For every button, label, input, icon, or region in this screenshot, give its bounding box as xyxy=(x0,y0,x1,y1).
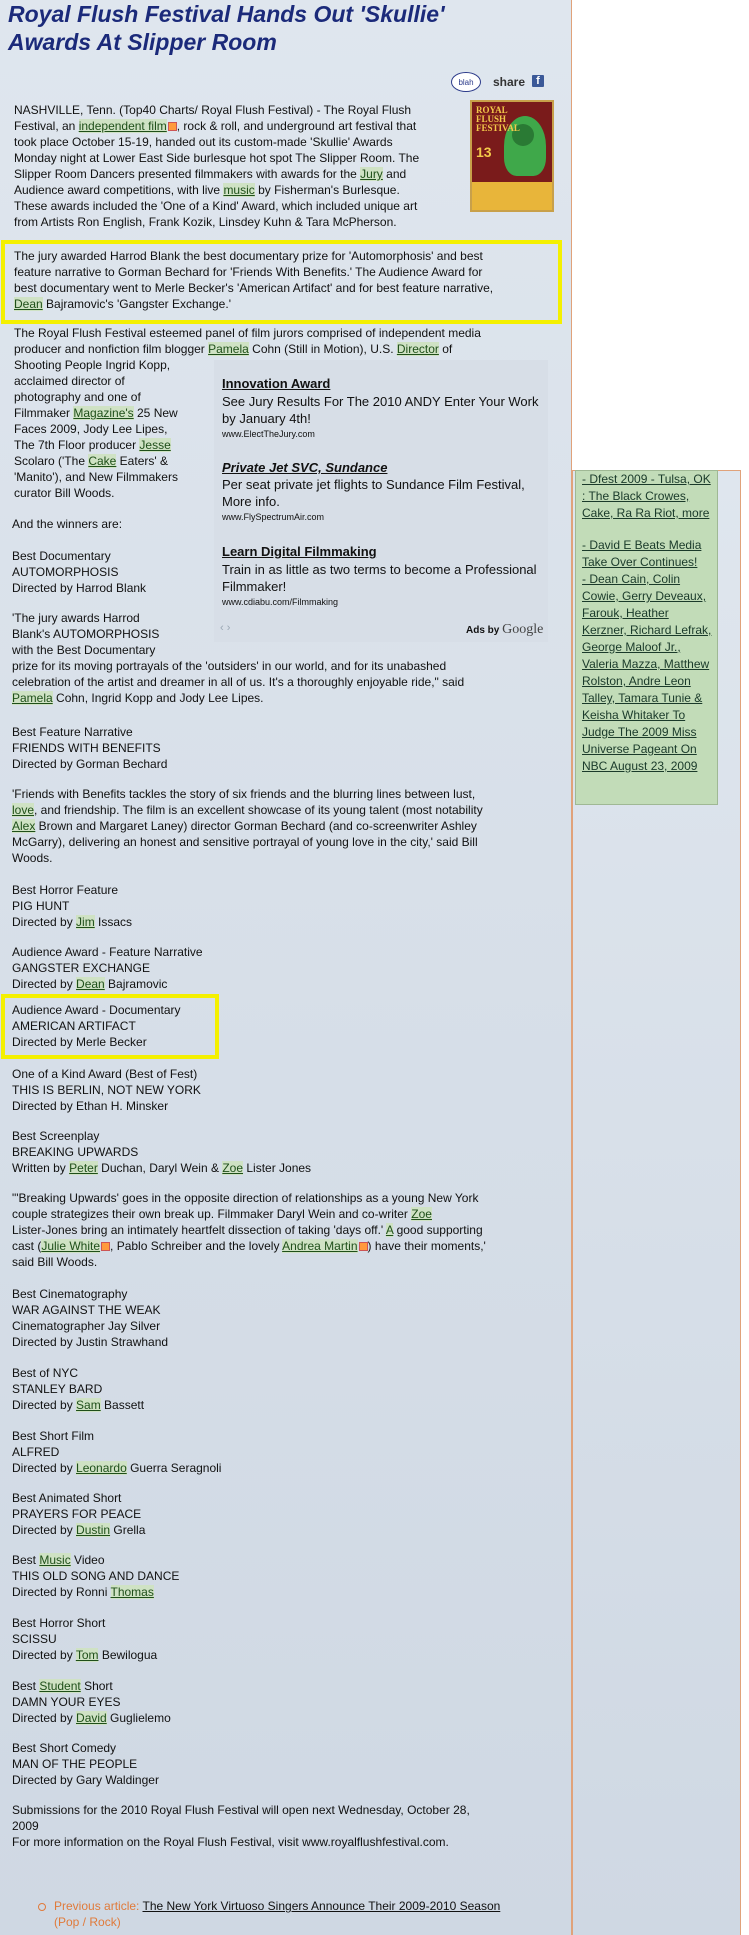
text-line: producer and nonfiction film blogger Pamela Cohn (Still in Motion), U.S. Director of xyxy=(14,342,453,356)
intro-paragraph xyxy=(14,102,419,230)
text-line: Best Animated Short xyxy=(12,1491,122,1505)
text-line: Audience award competitions, with live music by Fisherman's Burlesque. xyxy=(14,183,400,197)
inline-link[interactable]: Andrea Martin xyxy=(282,1239,358,1253)
text-line: acclaimed director of xyxy=(14,374,125,388)
best-animated-short xyxy=(12,1490,145,1538)
text-line: WAR AGAINST THE WEAK xyxy=(12,1303,161,1317)
text-line: AUTOMORPHOSIS xyxy=(12,565,119,579)
text-line: Best Documentary xyxy=(12,549,111,563)
text-line: 'Friends with Benefits tackles the story of six friends and the blurring lines between lust, xyxy=(12,787,476,801)
sidebar-item-david-e[interactable] xyxy=(582,537,716,571)
text-line: celebration of the artist and dreamer in all of us. It's a thoroughly enjoyable ride," said xyxy=(12,675,465,689)
google-ads-box xyxy=(214,360,548,642)
poster-title: ROYAL FLUSH FESTIVAL xyxy=(476,105,520,133)
text-line: PIG HUNT xyxy=(12,899,70,913)
inline-link[interactable]: Leonardo xyxy=(76,1461,127,1475)
inline-link[interactable]: Dean xyxy=(76,977,105,991)
inline-link[interactable]: Magazine's xyxy=(73,406,134,420)
inline-link[interactable]: Student xyxy=(39,1679,81,1693)
google-logo: Google xyxy=(502,622,544,637)
text-line: These awards included the 'One of a Kind' Award, which included unique art xyxy=(14,199,418,213)
text-line: Lister-Jones bring an intimately heartfelt dissection of taking 'days off.' A good supporting xyxy=(12,1223,483,1237)
text-line: Directed by Harrod Blank xyxy=(12,581,147,595)
text-line: Alex Brown and Margaret Laney) director Gorman Bechard (and co-screenwriter Ashley xyxy=(12,819,477,833)
ads-by-google[interactable] xyxy=(466,622,543,638)
best-horror-feature xyxy=(12,882,132,930)
text-line: FRIENDS WITH BENEFITS xyxy=(12,741,161,755)
best-documentary xyxy=(12,548,146,596)
text-line: ALFRED xyxy=(12,1445,60,1459)
text-line: Directed by Dustin Grella xyxy=(12,1523,146,1537)
sidebar-item-miss-universe-link[interactable]: - Dean Cain, Colin Cowie, Gerry Deveaux, Farouk, Heather Kerzner, Richard Lefrak, George Maloof Jr., Valeria Mazza, Matthew Rolston, Andre Leon Talley, Tamara Tunie & Keisha Whitaker To Judge The 2009 Miss Universe Pageant On NBC August 23, 2009 xyxy=(582,572,712,773)
best-music-video xyxy=(12,1552,179,1600)
text-line: One of a Kind Award (Best of Fest) xyxy=(12,1067,198,1081)
text-line: 'Manito'), and New Filmmakers xyxy=(14,470,178,484)
audience-documentary xyxy=(12,1002,181,1050)
ad-text-1: See Jury Results For The 2010 ANDY Enter Your Work by January 4th! xyxy=(222,394,539,426)
text-line: prize for its moving portrayals of the 'outsiders' in our world, and for its unabashed xyxy=(12,659,447,673)
text-line: NASHVILLE, Tenn. (Top40 Charts/ Royal Flush Festival) - The Royal Flush xyxy=(14,103,412,117)
inline-link[interactable]: Jim xyxy=(76,915,95,929)
poster-number: 13 xyxy=(476,144,492,160)
sidebar-item-david-e-link[interactable]: - David E Beats Media Take Over Continues! xyxy=(582,538,702,569)
inline-link[interactable]: David xyxy=(76,1711,107,1725)
ad-nav-arrows[interactable]: ‹ › xyxy=(220,622,231,634)
text-line: Directed by Ronni Thomas xyxy=(12,1585,154,1599)
ad-url-2[interactable]: www.FlySpectrumAir.com xyxy=(222,512,325,522)
best-horror-short xyxy=(12,1615,157,1663)
festival-poster-image xyxy=(470,100,554,212)
text-line: Dean Bajramovic's 'Gangster Exchange.' xyxy=(14,297,231,311)
inline-link[interactable]: Pamela xyxy=(12,691,53,705)
ad-title-2[interactable]: Private Jet SVC, Sundance xyxy=(222,460,388,475)
inline-link[interactable]: Pamela xyxy=(208,342,249,356)
text-line: 'The jury awards Harrod xyxy=(12,611,140,625)
text-line: from Artists Ron English, Frank Kozik, Linsdey Kuhn & Tara McPherson. xyxy=(14,215,397,229)
inline-link[interactable]: Dustin xyxy=(76,1523,111,1537)
text-line: Directed by Jim Issacs xyxy=(12,915,133,929)
inline-link[interactable]: Zoe xyxy=(222,1161,244,1175)
text-line: Directed by Dean Bajramovic xyxy=(12,977,168,991)
quote-breaking-upwards xyxy=(12,1190,486,1270)
text-line: MAN OF THE PEOPLE xyxy=(12,1757,138,1771)
inline-link[interactable]: Cake xyxy=(88,454,117,468)
quote-friends-with-benefits xyxy=(12,786,483,866)
text-line: Directed by Ethan H. Minsker xyxy=(12,1099,169,1113)
text-line: Directed by Merle Becker xyxy=(12,1035,147,1049)
text-line: THIS OLD SONG AND DANCE xyxy=(12,1569,180,1583)
text-line: McGarry), delivering an honest and sensitive portrayal of young love in the city,' said Bill xyxy=(12,835,478,849)
popup-icon[interactable] xyxy=(168,122,177,131)
best-short-comedy xyxy=(12,1740,159,1788)
best-student-short xyxy=(12,1678,171,1726)
text-line: 2009 xyxy=(12,1819,39,1833)
text-line: Filmmaker Magazine's 25 New xyxy=(14,406,178,420)
ad-url-1[interactable]: www.ElectTheJury.com xyxy=(222,429,315,439)
text-line: Directed by Gary Waldinger xyxy=(12,1773,159,1787)
text-line: Best Feature Narrative xyxy=(12,725,133,739)
text-line: Directed by Justin Strawhand xyxy=(12,1335,169,1349)
text-line: SCISSU xyxy=(12,1632,57,1646)
previous-article-link[interactable]: The New York Virtuoso Singers Announce Their 2009-2010 Season xyxy=(142,1899,501,1913)
bullet-icon xyxy=(38,1903,46,1911)
text-line: The Royal Flush Festival esteemed panel of film jurors comprised of independent media xyxy=(14,326,481,340)
text-line: "'Breaking Upwards' goes in the opposite direction of relationships as a young New York xyxy=(12,1191,479,1205)
text-line: Faces 2009, Jody Lee Lipes, xyxy=(14,422,168,436)
text-line: Submissions for the 2010 Royal Flush Festival will open next Wednesday, October 28, xyxy=(12,1803,470,1817)
text-line: best documentary went to Merle Becker's 'American Artifact' and for best feature narrative, xyxy=(14,281,494,295)
text-line: Best of NYC xyxy=(12,1366,79,1380)
text-line: curator Bill Woods. xyxy=(14,486,115,500)
text-line: said Bill Woods. xyxy=(12,1255,98,1269)
text-line: THIS IS BERLIN, NOT NEW YORK xyxy=(12,1083,201,1097)
inline-link[interactable]: Tom xyxy=(75,1648,99,1662)
audience-feature-narrative xyxy=(12,944,203,992)
winners-intro: And the winners are: xyxy=(12,517,123,531)
jury-paragraph xyxy=(14,248,493,312)
inline-link[interactable]: Dean xyxy=(14,297,43,311)
ad-text-2: Per seat private jet flights to Sundance Film Festival, More info. xyxy=(222,477,525,509)
best-cinematography xyxy=(12,1286,168,1350)
text-line: Best Student Short xyxy=(12,1679,113,1693)
text-line: STANLEY BARD xyxy=(12,1382,103,1396)
text-line: with the Best Documentary xyxy=(12,643,156,657)
text-line: couple strategizes their own break up. Filmmaker Daryl Wein and co-writer Zoe xyxy=(12,1207,432,1221)
inline-link[interactable]: music xyxy=(223,183,255,197)
text-line: Monday night at Lower East Side burlesque hot spot The Slipper Room. The xyxy=(14,151,420,165)
text-line: Best Music Video xyxy=(12,1553,105,1567)
comment-bubble-icon[interactable]: blah xyxy=(451,72,481,92)
quote-automorphosis xyxy=(12,610,464,706)
text-line: The 7th Floor producer Jesse xyxy=(14,438,171,452)
text-line: BREAKING UPWARDS xyxy=(12,1145,139,1159)
article-title: Royal Flush Festival Hands Out 'Skullie' Awards At Slipper Room xyxy=(8,1,445,55)
inline-link[interactable]: Jury xyxy=(360,167,383,181)
text-line: Pamela Cohn, Ingrid Kopp and Jody Lee Lipes. xyxy=(12,691,264,705)
ad-title-1[interactable]: Innovation Award xyxy=(222,376,331,391)
text-line: Directed by Gorman Bechard xyxy=(12,757,168,771)
sidebar-item-dfest-link[interactable]: - Dfest 2009 - Tulsa, OK : The Black Crowes, Cake, Ra Ra Riot, more xyxy=(582,472,711,520)
inline-link[interactable]: Music xyxy=(39,1553,71,1567)
ad-text-3: Train in as little as two terms to become a Professional Filmmaker! xyxy=(222,562,537,594)
text-line: Audience Award - Feature Narrative xyxy=(12,945,203,959)
best-screenplay xyxy=(12,1128,311,1176)
ads-by-label: Ads by xyxy=(466,625,500,636)
popup-icon[interactable] xyxy=(101,1242,110,1251)
text-line: Cinematographer Jay Silver xyxy=(12,1319,161,1333)
inline-link[interactable]: Thomas xyxy=(110,1585,154,1599)
text-line: DAMN YOUR EYES xyxy=(12,1695,121,1709)
text-line: Best Horror Short xyxy=(12,1616,106,1630)
share-label[interactable]: share xyxy=(493,75,526,89)
text-line: feature narrative to Gorman Bechard for 'Friends With Benefits.' The Audience Award for xyxy=(14,265,483,279)
inline-link[interactable]: A xyxy=(385,1223,394,1237)
text-line: took place October 15-19, handed out its custom-made 'Skullie' Awards xyxy=(14,135,393,149)
inline-link[interactable]: Jesse xyxy=(139,438,171,452)
submissions-paragraph xyxy=(12,1802,470,1850)
one-of-a-kind-award xyxy=(12,1066,201,1114)
previous-article xyxy=(38,1898,500,1930)
text-line: Shooting People Ingrid Kopp, xyxy=(14,358,171,372)
inline-link[interactable]: independent film xyxy=(78,119,167,133)
previous-article-label: Previous article: xyxy=(54,1899,140,1913)
text-line: The jury awarded Harrod Blank the best documentary prize for 'Automorphosis' and best xyxy=(14,249,483,263)
text-line: Directed by Leonardo Guerra Seragnoli xyxy=(12,1461,222,1475)
best-short-film xyxy=(12,1428,221,1476)
text-line: Best Cinematography xyxy=(12,1287,128,1301)
best-of-nyc xyxy=(12,1365,144,1413)
text-line: Scolaro ('The Cake Eaters' & xyxy=(14,454,168,468)
text-line: Best Short Comedy xyxy=(12,1741,117,1755)
text-line: Blank's AUTOMORPHOSIS xyxy=(12,627,160,641)
poster-band xyxy=(472,182,552,210)
text-line: GANGSTER EXCHANGE xyxy=(12,961,151,975)
inline-link[interactable]: Director xyxy=(396,342,439,356)
sidebar-item-miss-universe[interactable] xyxy=(582,571,716,775)
text-line: PRAYERS FOR PEACE xyxy=(12,1507,142,1521)
related-articles-sidebar xyxy=(575,470,718,805)
best-feature-narrative xyxy=(12,724,167,772)
text-line: For more information on the Royal Flush Festival, visit www.royalflushfestival.com. xyxy=(12,1835,449,1849)
text-line: Woods. xyxy=(12,851,53,865)
text-line: Best Short Film xyxy=(12,1429,95,1443)
ad-url-3[interactable]: www.cdiabu.com/Filmmaking xyxy=(222,597,339,607)
inline-link[interactable]: Julie White xyxy=(41,1239,101,1253)
text-line: Slipper Room Dancers presented filmmakers with awards for the Jury and xyxy=(14,167,407,181)
previous-article-category[interactable]: (Pop / Rock) xyxy=(54,1915,121,1929)
ad-title-3[interactable]: Learn Digital Filmmaking xyxy=(222,544,377,559)
inline-link[interactable]: love xyxy=(12,803,35,817)
popup-icon[interactable] xyxy=(359,1242,368,1251)
text-line: Directed by Sam Bassett xyxy=(12,1398,145,1412)
facebook-icon[interactable]: f xyxy=(532,75,544,87)
text-line: Best Screenplay xyxy=(12,1129,100,1143)
text-line: AMERICAN ARTIFACT xyxy=(12,1019,136,1033)
text-line: cast (Julie White , Pablo Schreiber and the lovely Andrea Martin ) have their moments,' xyxy=(12,1239,486,1253)
text-line: Audience Award - Documentary xyxy=(12,1003,181,1017)
text-line: Festival, an independent film , rock & roll, and underground art festival that xyxy=(14,119,417,133)
text-line: Best Horror Feature xyxy=(12,883,119,897)
inline-link[interactable]: Zoe xyxy=(411,1207,432,1221)
text-line: Directed by David Guglielemo xyxy=(12,1711,171,1725)
sidebar-item-dfest[interactable] xyxy=(582,471,716,522)
inline-link[interactable]: Alex xyxy=(12,819,36,833)
text-line: love, and friendship. The film is an excellent showcase of its young talent (most notability xyxy=(12,803,483,817)
inline-link[interactable]: Sam xyxy=(76,1398,101,1412)
text-line: photography and one of xyxy=(14,390,141,404)
inline-link[interactable]: Peter xyxy=(69,1161,98,1175)
text-line: Written by Peter Duchan, Daryl Wein & Zoe Lister Jones xyxy=(12,1161,312,1175)
text-line: Directed by Tom Bewilogua xyxy=(12,1648,158,1662)
